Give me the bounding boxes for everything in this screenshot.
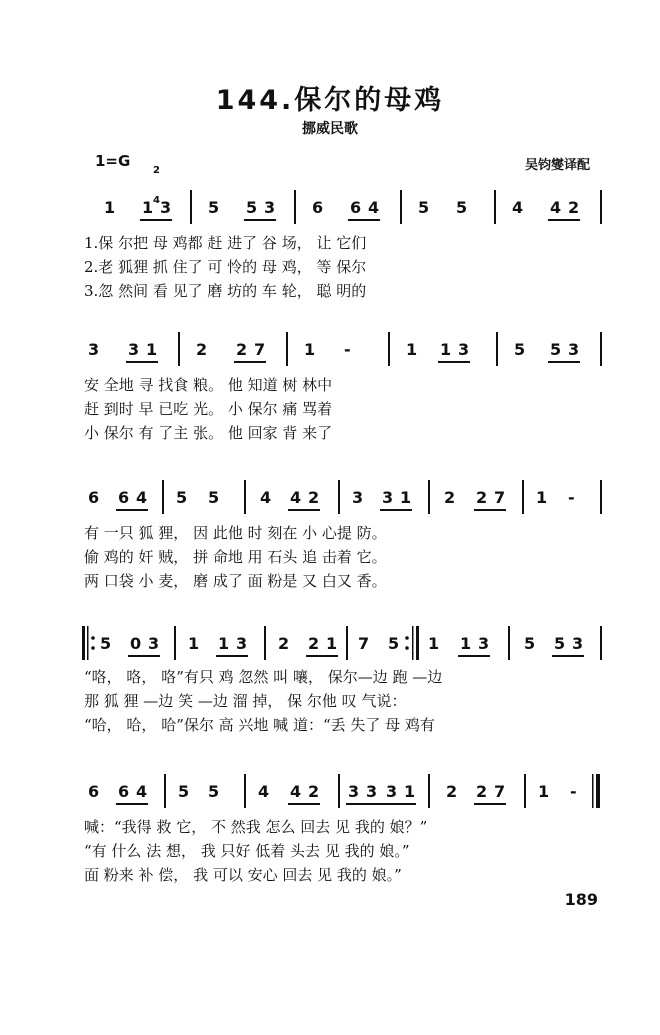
lyric-line-verse-2: “有 什么 法 想， 我 只好 低着 头去 见 我的 娘。” xyxy=(84,842,410,860)
lyric-line-verse-1: 喊：“我得 救 它， 不 然我 怎么 回去 见 我的 娘？” xyxy=(84,818,428,836)
barline xyxy=(428,480,430,514)
note: 1 xyxy=(538,782,550,801)
note: 5 xyxy=(550,340,562,359)
notation-line xyxy=(84,190,624,224)
note: 0 xyxy=(130,634,142,653)
note: 1 xyxy=(188,634,200,653)
beam xyxy=(348,219,380,221)
note: 6 xyxy=(118,488,130,507)
lyric-line-verse-1: “咯， 咯， 咯”有只 鸡 忽然 叫 嚷， 保尔—边 跑 —边 xyxy=(84,668,443,686)
beam xyxy=(216,655,248,657)
note: 3 xyxy=(348,782,360,801)
final-barline xyxy=(592,770,602,812)
barline xyxy=(244,774,246,808)
note: 3 xyxy=(128,340,140,359)
beam xyxy=(234,361,266,363)
note: 7 xyxy=(358,634,370,653)
barline xyxy=(338,774,340,808)
barline xyxy=(178,332,180,366)
lyric-line-verse-2: 赶 到时 早 已吃 光。 小 保尔 痛 骂着 xyxy=(84,400,333,418)
notation-line xyxy=(84,480,624,514)
barline xyxy=(600,190,602,224)
note: 4 xyxy=(136,782,148,801)
lyric-line-verse-2: 2.老 狐狸 抓 住了 可 怜的 母 鸡， 等 保尔 xyxy=(84,258,367,276)
barline xyxy=(388,332,390,366)
note: 2 xyxy=(476,488,488,507)
lyric-line-verse-1: 安 全地 寻 找食 粮。 他 知道 树 林中 xyxy=(84,376,333,394)
note: 3 xyxy=(458,340,470,359)
note: 2 xyxy=(444,488,456,507)
lyric-line-verse-3: 两 口袋 小 麦， 磨 成了 面 粉是 又 白又 香。 xyxy=(84,572,387,590)
barline xyxy=(346,626,348,660)
note: 7 xyxy=(494,488,506,507)
meter-bottom: 4 xyxy=(153,195,160,206)
beam xyxy=(128,655,160,657)
barline xyxy=(508,626,510,660)
note: 3 xyxy=(572,634,584,653)
barline xyxy=(294,190,296,224)
beam xyxy=(116,803,148,805)
barline xyxy=(496,332,498,366)
dash: - xyxy=(344,340,351,359)
barline xyxy=(174,626,176,660)
note: 5 xyxy=(208,782,220,801)
note: 3 xyxy=(236,634,248,653)
dash: - xyxy=(568,488,575,507)
meter-top: 2 xyxy=(153,165,160,176)
beam xyxy=(140,219,172,221)
lyric-line-verse-3: 面 粉来 补 偿， 我 可以 安心 回去 见 我的 娘。” xyxy=(84,866,402,884)
note: 7 xyxy=(254,340,266,359)
note: 6 xyxy=(88,782,100,801)
barline xyxy=(524,774,526,808)
page-number: 189 xyxy=(564,890,598,909)
barline xyxy=(162,480,164,514)
beam xyxy=(306,655,338,657)
note: 2 xyxy=(446,782,458,801)
barline xyxy=(244,480,246,514)
lyric-line-verse-2: 那 狐 狸 —边 笑 —边 溜 掉， 保 尔他 叹 气说： xyxy=(84,692,407,710)
note: 5 xyxy=(388,634,400,653)
note: 4 xyxy=(550,198,562,217)
note: 1 xyxy=(326,634,338,653)
beam xyxy=(548,361,580,363)
note: 5 xyxy=(514,340,526,359)
notation-line xyxy=(84,332,624,366)
note: 2 xyxy=(278,634,290,653)
note: 7 xyxy=(494,782,506,801)
note: 5 xyxy=(100,634,112,653)
note: 1 xyxy=(304,340,316,359)
note: 4 xyxy=(136,488,148,507)
note: 5 xyxy=(246,198,258,217)
key-signature: 1=G xyxy=(95,152,131,170)
note: 1 xyxy=(142,198,154,217)
note: 3 xyxy=(148,634,160,653)
note: 4 xyxy=(290,488,302,507)
barline xyxy=(600,480,602,514)
beam xyxy=(474,803,506,805)
note: 2 xyxy=(308,488,320,507)
barline xyxy=(190,190,192,224)
note: 4 xyxy=(258,782,270,801)
note: 6 xyxy=(88,488,100,507)
note: 3 xyxy=(382,488,394,507)
note: 2 xyxy=(236,340,248,359)
note: 3 xyxy=(478,634,490,653)
barline xyxy=(600,626,602,660)
beam xyxy=(548,219,580,221)
note: 5 xyxy=(418,198,430,217)
note: 6 xyxy=(350,198,362,217)
note: 1 xyxy=(536,488,548,507)
note: 5 xyxy=(208,488,220,507)
beam xyxy=(288,803,320,805)
note: 3 xyxy=(352,488,364,507)
note: 2 xyxy=(196,340,208,359)
barline xyxy=(400,190,402,224)
note: 5 xyxy=(524,634,536,653)
barline xyxy=(164,774,166,808)
note: 1 xyxy=(146,340,158,359)
note: 4 xyxy=(368,198,380,217)
beam xyxy=(474,509,506,511)
note: 2 xyxy=(308,634,320,653)
song-title: 144.保尔的母鸡 xyxy=(215,85,445,116)
beam xyxy=(438,361,470,363)
note: 5 xyxy=(176,488,188,507)
beam xyxy=(380,509,412,511)
note: 1 xyxy=(404,782,416,801)
note: 3 xyxy=(160,198,172,217)
note: 4 xyxy=(512,198,524,217)
note: 6 xyxy=(312,198,324,217)
lyric-line-verse-3: 3.忽 然间 看 见了 磨 坊的 车 轮， 聪 明的 xyxy=(84,282,367,300)
notation-line xyxy=(84,626,624,660)
lyric-line-verse-1: 1.保 尔把 母 鸡都 赶 进了 谷 场， 让 它们 xyxy=(84,234,367,252)
lyric-line-verse-1: 有 一只 狐 狸， 因 此他 时 刻在 小 心提 防。 xyxy=(84,524,387,542)
note: 3 xyxy=(386,782,398,801)
beam xyxy=(244,219,276,221)
note: 1 xyxy=(460,634,472,653)
repeat-start-sign xyxy=(82,622,98,664)
note: 1 xyxy=(104,198,116,217)
beam xyxy=(458,655,490,657)
note: 1 xyxy=(400,488,412,507)
barline xyxy=(286,332,288,366)
note: 5 xyxy=(178,782,190,801)
beam xyxy=(552,655,584,657)
barline xyxy=(494,190,496,224)
note: 5 xyxy=(456,198,468,217)
barline xyxy=(428,774,430,808)
note: 3 xyxy=(568,340,580,359)
beam xyxy=(116,509,148,511)
note: 2 xyxy=(308,782,320,801)
barline xyxy=(338,480,340,514)
barline xyxy=(264,626,266,660)
note: 5 xyxy=(554,634,566,653)
repeat-end-sign xyxy=(404,622,420,664)
barline xyxy=(522,480,524,514)
note: 2 xyxy=(568,198,580,217)
beam xyxy=(288,509,320,511)
note: 3 xyxy=(366,782,378,801)
note: 4 xyxy=(290,782,302,801)
note: 6 xyxy=(118,782,130,801)
dash: - xyxy=(570,782,577,801)
beam xyxy=(126,361,158,363)
note: 2 xyxy=(476,782,488,801)
lyric-line-verse-3: 小 保尔 有 了主 张。 他 回家 背 来了 xyxy=(84,424,333,442)
note: 1 xyxy=(428,634,440,653)
note: 1 xyxy=(218,634,230,653)
lyric-line-verse-2: 偷 鸡的 奸 贼， 拼 命地 用 石头 追 击着 它。 xyxy=(84,548,387,566)
note: 3 xyxy=(264,198,276,217)
note: 1 xyxy=(440,340,452,359)
arranger-credit: 吴钧燮译配 xyxy=(524,158,590,173)
lyric-line-verse-3: “哈， 哈， 哈”保尔 高 兴地 喊 道：“丢 失了 母 鸡有 xyxy=(84,716,435,734)
song-origin: 挪威民歌 xyxy=(302,121,358,137)
barline xyxy=(600,332,602,366)
beam xyxy=(346,803,416,805)
note: 5 xyxy=(208,198,220,217)
note: 1 xyxy=(406,340,418,359)
note: 3 xyxy=(88,340,100,359)
notation-line xyxy=(84,774,624,808)
note: 4 xyxy=(260,488,272,507)
